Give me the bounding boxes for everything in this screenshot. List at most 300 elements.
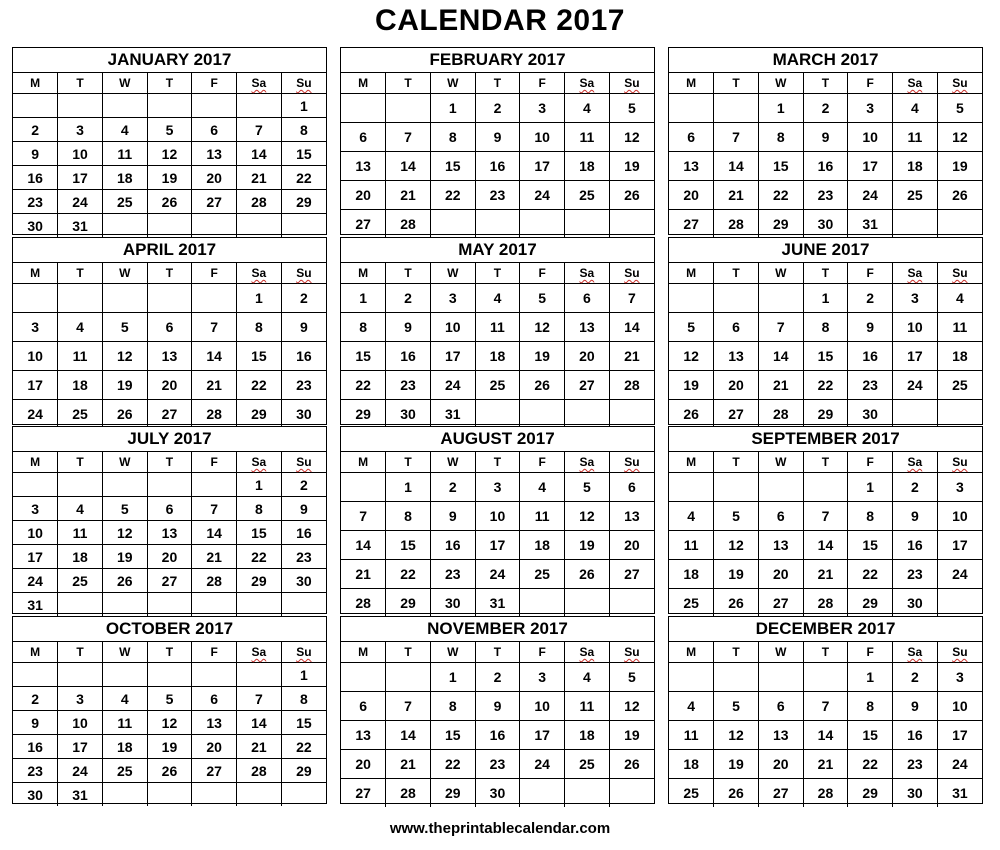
weekday-header: Su	[281, 452, 326, 473]
day-cell: 8	[386, 502, 431, 531]
weekday-header: F	[192, 452, 237, 473]
day-cell: 20	[609, 531, 654, 560]
weekday-header: Su	[937, 642, 982, 663]
day-cell: 24	[58, 759, 103, 783]
day-cell: 6	[565, 284, 610, 313]
day-cell: 16	[848, 342, 893, 371]
day-cell: 26	[609, 181, 654, 210]
day-cell: 13	[192, 142, 237, 166]
week-row	[341, 371, 654, 400]
day-cell: 22	[430, 750, 475, 779]
week-row	[13, 166, 326, 190]
day-cell	[430, 210, 475, 239]
day-cell: 28	[803, 589, 848, 618]
day-cell	[341, 473, 386, 502]
weekday-header: T	[714, 73, 759, 94]
day-cell: 9	[893, 692, 938, 721]
day-cell: 30	[13, 214, 58, 238]
day-cell: 25	[893, 181, 938, 210]
weekday-header: M	[341, 73, 386, 94]
day-cell	[565, 400, 610, 429]
week-row	[341, 692, 654, 721]
week-row	[13, 313, 326, 342]
day-cell: 31	[13, 593, 58, 617]
day-cell: 18	[669, 750, 714, 779]
day-cell: 4	[893, 94, 938, 123]
day-cell: 9	[13, 711, 58, 735]
day-cell	[192, 284, 237, 313]
weekday-header: T	[147, 642, 192, 663]
week-row	[13, 711, 326, 735]
weekday-header: T	[803, 73, 848, 94]
day-cell: 2	[13, 687, 58, 711]
day-cell: 29	[341, 400, 386, 429]
day-cell: 23	[13, 190, 58, 214]
month-title: NOVEMBER 2017	[341, 617, 654, 642]
day-cell: 2	[13, 118, 58, 142]
weekday-header: Sa	[565, 263, 610, 284]
week-row	[669, 284, 982, 313]
day-cell: 26	[937, 181, 982, 210]
day-cell	[609, 779, 654, 808]
day-cell: 12	[937, 123, 982, 152]
day-cell: 16	[893, 721, 938, 750]
day-cell	[237, 593, 282, 617]
weekday-header: Sa	[893, 73, 938, 94]
week-row	[341, 560, 654, 589]
week-row	[13, 142, 326, 166]
day-cell: 31	[952, 785, 968, 801]
day-cell	[147, 663, 192, 687]
day-cell: 2	[848, 284, 893, 313]
day-cell: 8	[237, 313, 282, 342]
weekday-header: T	[58, 642, 103, 663]
day-cell: 23	[430, 560, 475, 589]
day-cell: 14	[803, 531, 848, 560]
week-row	[13, 118, 326, 142]
day-cell: 21	[609, 342, 654, 371]
day-cell: 9	[430, 502, 475, 531]
week-row	[669, 502, 982, 531]
day-cell: 26	[147, 759, 192, 783]
day-cell: 10	[58, 142, 103, 166]
weekday-header: M	[13, 73, 58, 94]
weekday-header: M	[669, 642, 714, 663]
weekday-header: Sa	[237, 73, 282, 94]
day-cell: 3	[13, 497, 58, 521]
day-cell: 2	[893, 473, 938, 502]
day-cell: 11	[58, 342, 103, 371]
weekday-header: M	[13, 642, 58, 663]
month-block	[668, 237, 983, 425]
day-cell	[341, 663, 386, 692]
day-cell: 7	[237, 687, 282, 711]
day-cell: 11	[520, 502, 565, 531]
day-cell	[147, 473, 192, 497]
day-cell: 25	[58, 569, 103, 593]
day-cell: 13	[714, 342, 759, 371]
day-cell: 1	[758, 94, 803, 123]
day-cell: 12	[669, 342, 714, 371]
day-cell	[102, 473, 147, 497]
day-cell: 29	[281, 190, 326, 214]
day-cell: 23	[13, 759, 58, 783]
day-cell: 8	[803, 313, 848, 342]
weekday-header: Su	[937, 263, 982, 284]
day-cell: 30	[281, 569, 326, 593]
day-cell: 18	[565, 721, 610, 750]
day-cell: 3	[520, 663, 565, 692]
day-cell: 21	[237, 166, 282, 190]
day-cell: 13	[341, 721, 386, 750]
week-row	[669, 313, 982, 342]
day-cell: 16	[475, 721, 520, 750]
day-cell	[475, 210, 520, 239]
month-block	[12, 616, 327, 804]
day-cell: 7	[714, 123, 759, 152]
day-cell	[714, 94, 759, 123]
day-cell: 16	[386, 342, 431, 371]
month-title: MAY 2017	[341, 238, 654, 263]
day-cell: 18	[58, 371, 103, 400]
weekday-header: M	[669, 263, 714, 284]
week-row	[669, 371, 982, 400]
month-block	[668, 616, 983, 804]
day-cell: 6	[609, 473, 654, 502]
day-cell: 6	[147, 497, 192, 521]
day-cell: 30	[430, 589, 475, 618]
weekday-header: T	[58, 452, 103, 473]
day-cell: 28	[386, 210, 431, 239]
month-block	[12, 426, 327, 614]
week-row	[341, 123, 654, 152]
day-cell	[13, 473, 58, 497]
day-cell	[609, 400, 654, 429]
day-cell: 19	[147, 166, 192, 190]
day-cell: 5	[147, 687, 192, 711]
day-cell: 10	[430, 313, 475, 342]
day-cell: 15	[430, 721, 475, 750]
day-cell: 9	[13, 142, 58, 166]
weekday-header: F	[848, 263, 893, 284]
day-cell: 17	[58, 735, 103, 759]
day-cell	[192, 663, 237, 687]
day-cell	[520, 400, 565, 429]
weekday-header: T	[803, 452, 848, 473]
day-cell: 18	[937, 342, 982, 371]
day-cell: 13	[609, 502, 654, 531]
week-row	[13, 94, 326, 118]
day-cell: 5	[609, 94, 654, 123]
day-cell: 9	[281, 313, 326, 342]
weekday-header: W	[430, 452, 475, 473]
day-cell	[147, 94, 192, 118]
day-cell: 17	[430, 342, 475, 371]
day-cell	[102, 94, 147, 118]
week-row	[669, 589, 982, 618]
day-cell	[475, 400, 520, 429]
day-cell: 27	[758, 779, 803, 808]
month-block	[12, 237, 327, 425]
day-cell: 10	[13, 521, 58, 545]
week-row	[341, 721, 654, 750]
day-cell	[937, 210, 982, 239]
week-row	[341, 663, 654, 692]
day-cell: 20	[341, 750, 386, 779]
day-cell: 13	[669, 152, 714, 181]
week-row	[13, 735, 326, 759]
month-block	[340, 426, 655, 614]
day-cell	[237, 663, 282, 687]
day-cell	[893, 210, 938, 239]
day-cell: 6	[758, 502, 803, 531]
day-cell: 5	[714, 692, 759, 721]
day-cell: 24	[13, 569, 58, 593]
day-cell: 9	[386, 313, 431, 342]
day-cell: 12	[609, 692, 654, 721]
day-cell: 20	[192, 735, 237, 759]
day-cell: 20	[714, 371, 759, 400]
month-block	[340, 47, 655, 235]
day-cell: 10	[520, 123, 565, 152]
day-cell: 9	[848, 313, 893, 342]
day-cell: 4	[58, 497, 103, 521]
day-cell: 27	[669, 210, 714, 239]
day-cell: 23	[281, 545, 326, 569]
weekday-header: F	[848, 452, 893, 473]
week-row	[669, 779, 982, 808]
day-cell: 15	[803, 342, 848, 371]
day-cell	[102, 593, 147, 617]
day-cell	[192, 214, 237, 238]
day-cell	[520, 589, 565, 618]
day-cell	[147, 214, 192, 238]
weekday-header: Su	[937, 452, 982, 473]
day-cell: 25	[102, 190, 147, 214]
day-cell: 29	[386, 589, 431, 618]
day-cell: 20	[758, 750, 803, 779]
day-cell: 20	[758, 560, 803, 589]
day-cell: 29	[758, 210, 803, 239]
weekday-header: M	[341, 452, 386, 473]
day-cell	[758, 663, 803, 692]
weekday-header: W	[102, 452, 147, 473]
day-cell	[13, 663, 58, 687]
day-cell	[565, 779, 610, 808]
day-cell: 31	[430, 400, 475, 429]
week-row	[13, 400, 326, 429]
week-row	[341, 400, 654, 429]
day-cell: 14	[609, 313, 654, 342]
day-cell: 8	[758, 123, 803, 152]
week-row	[13, 593, 326, 617]
day-cell: 7	[609, 284, 654, 313]
weekday-header: Sa	[893, 642, 938, 663]
day-cell: 23	[848, 371, 893, 400]
day-cell: 3	[58, 118, 103, 142]
weekday-header: Sa	[893, 263, 938, 284]
day-cell: 11	[937, 313, 982, 342]
day-cell: 15	[281, 711, 326, 735]
day-cell: 1	[281, 663, 326, 687]
month-title: DECEMBER 2017	[669, 617, 982, 642]
day-cell	[565, 589, 610, 618]
day-cell: 23	[893, 560, 938, 589]
weekday-header: T	[147, 73, 192, 94]
day-cell: 6	[147, 313, 192, 342]
day-cell: 18	[58, 545, 103, 569]
day-cell: 11	[102, 142, 147, 166]
day-cell: 30	[13, 783, 58, 807]
month-title: MARCH 2017	[669, 48, 982, 73]
day-cell: 8	[430, 692, 475, 721]
weekday-header: Sa	[237, 263, 282, 284]
week-row	[669, 560, 982, 589]
week-row	[341, 589, 654, 618]
day-cell	[58, 94, 103, 118]
day-cell: 21	[758, 371, 803, 400]
day-cell: 1	[237, 473, 282, 497]
day-cell: 27	[714, 400, 759, 429]
day-cell: 28	[803, 779, 848, 808]
day-cell: 15	[848, 721, 893, 750]
month-title: SEPTEMBER 2017	[669, 427, 982, 452]
day-cell: 24	[520, 181, 565, 210]
day-cell	[237, 214, 282, 238]
weekday-header: T	[475, 452, 520, 473]
day-cell: 22	[430, 181, 475, 210]
day-cell: 14	[192, 521, 237, 545]
day-cell: 15	[237, 521, 282, 545]
day-cell: 12	[520, 313, 565, 342]
day-cell: 16	[893, 531, 938, 560]
weekday-header: F	[848, 73, 893, 94]
weekday-header: T	[147, 263, 192, 284]
week-row	[341, 502, 654, 531]
week-row	[13, 371, 326, 400]
day-cell: 19	[714, 560, 759, 589]
day-cell: 6	[714, 313, 759, 342]
day-cell: 8	[848, 692, 893, 721]
day-cell: 14	[758, 342, 803, 371]
day-cell: 25	[669, 779, 714, 808]
day-cell: 21	[714, 181, 759, 210]
day-cell	[803, 663, 848, 692]
day-cell: 7	[758, 313, 803, 342]
day-cell: 1	[430, 663, 475, 692]
day-cell: 18	[669, 560, 714, 589]
week-row	[13, 214, 326, 238]
day-cell: 29	[237, 400, 282, 429]
month-title: OCTOBER 2017	[13, 617, 326, 642]
day-cell: 25	[937, 371, 982, 400]
day-cell: 22	[281, 735, 326, 759]
day-cell: 9	[475, 692, 520, 721]
day-cell: 24	[937, 560, 982, 589]
day-cell: 13	[192, 711, 237, 735]
day-cell: 14	[237, 142, 282, 166]
weekday-header: Su	[281, 73, 326, 94]
day-cell: 19	[937, 152, 982, 181]
weekday-header: F	[520, 452, 565, 473]
day-cell: 6	[192, 687, 237, 711]
week-row	[669, 342, 982, 371]
day-cell: 5	[147, 118, 192, 142]
day-cell: 17	[520, 152, 565, 181]
week-row	[13, 687, 326, 711]
day-cell	[714, 473, 759, 502]
day-cell: 17	[13, 371, 58, 400]
day-cell: 3	[893, 284, 938, 313]
day-cell: 26	[565, 560, 610, 589]
day-cell: 24	[58, 190, 103, 214]
day-cell: 4	[102, 687, 147, 711]
day-cell: 6	[669, 123, 714, 152]
day-cell: 17	[58, 166, 103, 190]
day-cell: 28	[609, 371, 654, 400]
day-cell: 11	[669, 531, 714, 560]
day-cell: 29	[430, 779, 475, 808]
day-cell: 24	[848, 181, 893, 210]
day-cell: 2	[475, 94, 520, 123]
day-cell: 21	[803, 560, 848, 589]
weekday-header: T	[386, 642, 431, 663]
day-cell	[281, 593, 326, 617]
day-cell: 14	[803, 721, 848, 750]
day-cell	[13, 94, 58, 118]
day-cell: 17	[937, 721, 982, 750]
day-cell: 29	[237, 569, 282, 593]
day-cell: 13	[147, 521, 192, 545]
month-block	[340, 616, 655, 804]
day-cell: 26	[714, 779, 759, 808]
day-cell: 19	[714, 750, 759, 779]
day-cell: 12	[565, 502, 610, 531]
weekday-header: W	[102, 642, 147, 663]
day-cell: 27	[147, 400, 192, 429]
month-title: JULY 2017	[13, 427, 326, 452]
day-cell: 6	[192, 118, 237, 142]
day-cell: 7	[192, 313, 237, 342]
day-cell: 8	[281, 687, 326, 711]
day-cell: 7	[803, 502, 848, 531]
week-row	[669, 94, 982, 123]
day-cell: 21	[237, 735, 282, 759]
day-cell: 29	[848, 589, 893, 618]
day-cell: 2	[803, 94, 848, 123]
day-cell: 11	[669, 721, 714, 750]
day-cell: 17	[937, 531, 982, 560]
day-cell: 12	[102, 342, 147, 371]
weekday-header: W	[430, 263, 475, 284]
day-cell	[237, 94, 282, 118]
day-cell: 12	[609, 123, 654, 152]
day-cell: 16	[281, 342, 326, 371]
day-cell	[281, 783, 326, 807]
day-cell: 9	[893, 502, 938, 531]
day-cell: 10	[937, 692, 982, 721]
weekday-header: W	[758, 73, 803, 94]
weekday-header: T	[714, 263, 759, 284]
day-cell: 10	[893, 313, 938, 342]
weekday-header: Su	[281, 263, 326, 284]
day-cell: 19	[609, 152, 654, 181]
day-cell: 27	[609, 560, 654, 589]
day-cell: 18	[102, 166, 147, 190]
day-cell	[102, 783, 147, 807]
day-cell: 3	[475, 473, 520, 502]
day-cell: 18	[565, 152, 610, 181]
